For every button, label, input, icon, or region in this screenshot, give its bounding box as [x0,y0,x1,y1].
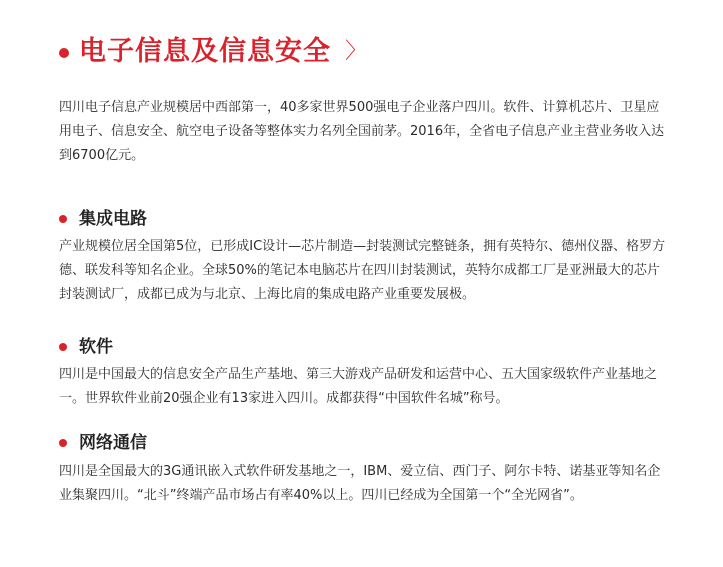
section-body-integrated-circuit: 产业规模位居全国第5位，已形成IC设计—芯片制造—封装测试完整链条，拥有英特尔、德州仪器、格罗方德、联发科等知名企业。全球50%的笔记本电脑芯片在四川封装测试，英特尔成都工厂是亚洲最大的芯片封装测试厂，成都已成为与北京、上海比肩的集成电路产业重要发展极。 [59,239,666,302]
page-title: 电子信息及信息安全 [79,36,331,67]
bullet-dot-icon [59,343,67,351]
section-heading-network-communication [59,431,147,455]
section-body-network-communication: 四川是全国最大的3G通讯嵌入式软件研发基地之一，IBM、爱立信、西门子、阿尔卡特、诺基亚等知名企业集聚四川。“北斗”终端产品市场占有率40%以上。四川已经成为全国第一个“全光网省”。 [59,464,661,503]
section-title: 网络通信 [79,433,147,453]
bullet-dot-icon [59,439,67,447]
page-title-row[interactable] [59,32,367,72]
section-heading-software [59,335,113,359]
section-heading-integrated-circuit [59,207,147,231]
intro-paragraph: 四川电子信息产业规模居中西部第一，40多家世界500强电子企业落户四川。软件、计算机芯片、卫星应用电子、信息安全、航空电子设备等整体实力名列全国前茅。2016年，全省电子信息产业主营业务收入达到6700亿元。 [59,100,665,163]
section-body-software: 四川是中国最大的信息安全产品生产基地、第三大游戏产品研发和运营中心、五大国家级软件产业基地之一。世界软件业前20强企业有13家进入四川。成都获得“中国软件名城”称号。 [59,367,658,406]
bullet-dot-icon [59,215,67,223]
chevron-right-icon[interactable]: 〉 [345,39,368,64]
section-title: 软件 [79,337,113,357]
section-title: 集成电路 [79,209,147,229]
bullet-dot-icon [59,48,69,58]
